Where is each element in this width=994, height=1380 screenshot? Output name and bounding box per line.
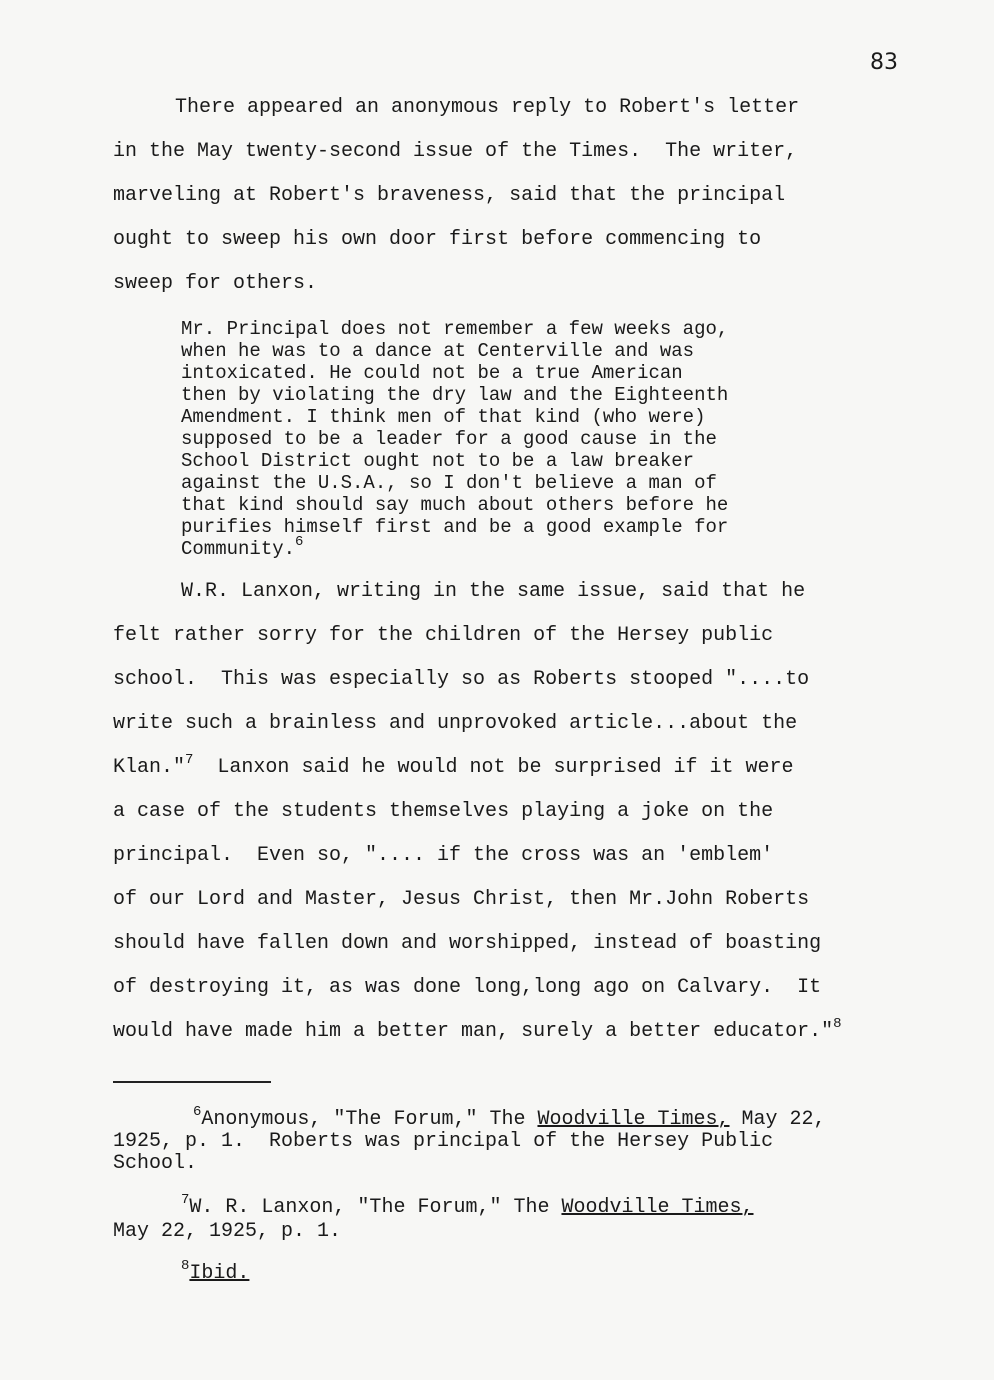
footnote-divider <box>113 1081 271 1083</box>
body-line: of destroying it, as was done long,long ago on Calvary. It <box>113 976 822 999</box>
body-line: felt rather sorry for the children of the Hersey public <box>113 624 774 647</box>
body-line: in the May twenty-second issue of the Times. The writer, <box>113 140 798 163</box>
quote-line: Amendment. I think men of that kind (who were) <box>181 406 706 428</box>
footnote-number: 7 <box>181 1192 190 1208</box>
footnote-text: W. R. Lanxon, "The Forum," The <box>189 1196 562 1219</box>
footnote-ref: 8 <box>833 1016 842 1032</box>
quote-line: when he was to a dance at Centerville and was <box>181 340 695 362</box>
footnote-line: School. <box>113 1152 198 1175</box>
body-line <box>113 1016 842 1045</box>
body-line: a case of the students themselves playing a joke on the <box>113 800 774 823</box>
footnote-number: 6 <box>193 1104 202 1120</box>
quote-line: purifies himself first and be a good example for <box>181 516 729 538</box>
page-number: 83 <box>870 50 898 75</box>
body-line: principal. Even so, ".... if the cross was an 'emblem' <box>113 844 774 867</box>
body-text: Klan." <box>113 756 186 779</box>
body-line <box>113 752 794 781</box>
body-text: Lanxon said he would not be surprised if it were <box>193 756 794 779</box>
footnote-title: Woodville Times, <box>561 1196 754 1219</box>
body-line: ought to sweep his own door first before commencing to <box>113 228 762 251</box>
body-line: W.R. Lanxon, writing in the same issue, said that he <box>181 580 806 603</box>
quote-line: Mr. Principal does not remember a few weeks ago, <box>181 318 729 340</box>
quote-line: intoxicated. He could not be a true American <box>181 362 683 384</box>
quote-line: against the U.S.A., so I don't believe a man of <box>181 472 717 494</box>
body-line: school. This was especially so as Roberts stooped "....to <box>113 668 810 691</box>
footnote-title: Woodville Times, <box>537 1108 730 1131</box>
quote-line: then by violating the dry law and the Eighteenth <box>181 384 729 406</box>
body-line: of our Lord and Master, Jesus Christ, then Mr.John Roberts <box>113 888 810 911</box>
footnote-ref: 7 <box>185 752 194 768</box>
body-line: marveling at Robert's braveness, said that the principal <box>113 184 786 207</box>
body-line: There appeared an anonymous reply to Robert's letter <box>175 96 800 119</box>
footnote-text: May 22, <box>729 1108 826 1131</box>
body-text: would have made him a better man, surely a better educator." <box>113 1020 834 1043</box>
quote-line <box>181 534 304 562</box>
footnote-text: Ibid. <box>189 1262 250 1285</box>
body-line: sweep for others. <box>113 272 318 295</box>
footnote-7 <box>113 1192 754 1221</box>
body-line: write such a brainless and unprovoked article...about the <box>113 712 798 735</box>
quote-text: Community. <box>181 538 296 560</box>
footnote-number: 8 <box>181 1258 190 1274</box>
footnote-8 <box>113 1258 250 1287</box>
quote-line: supposed to be a leader for a good cause in the <box>181 428 717 450</box>
footnote-text: Anonymous, "The Forum," The <box>201 1108 538 1131</box>
quote-line: School District ought not to be a law breaker <box>181 450 695 472</box>
footnote-line: 1925, p. 1. Roberts was principal of the Hersey Public <box>113 1130 774 1153</box>
body-line: should have fallen down and worshipped, instead of boasting <box>113 932 822 955</box>
quote-line: that kind should say much about others before he <box>181 494 729 516</box>
footnote-ref: 6 <box>295 534 304 550</box>
footnote-line: May 22, 1925, p. 1. <box>113 1220 342 1243</box>
